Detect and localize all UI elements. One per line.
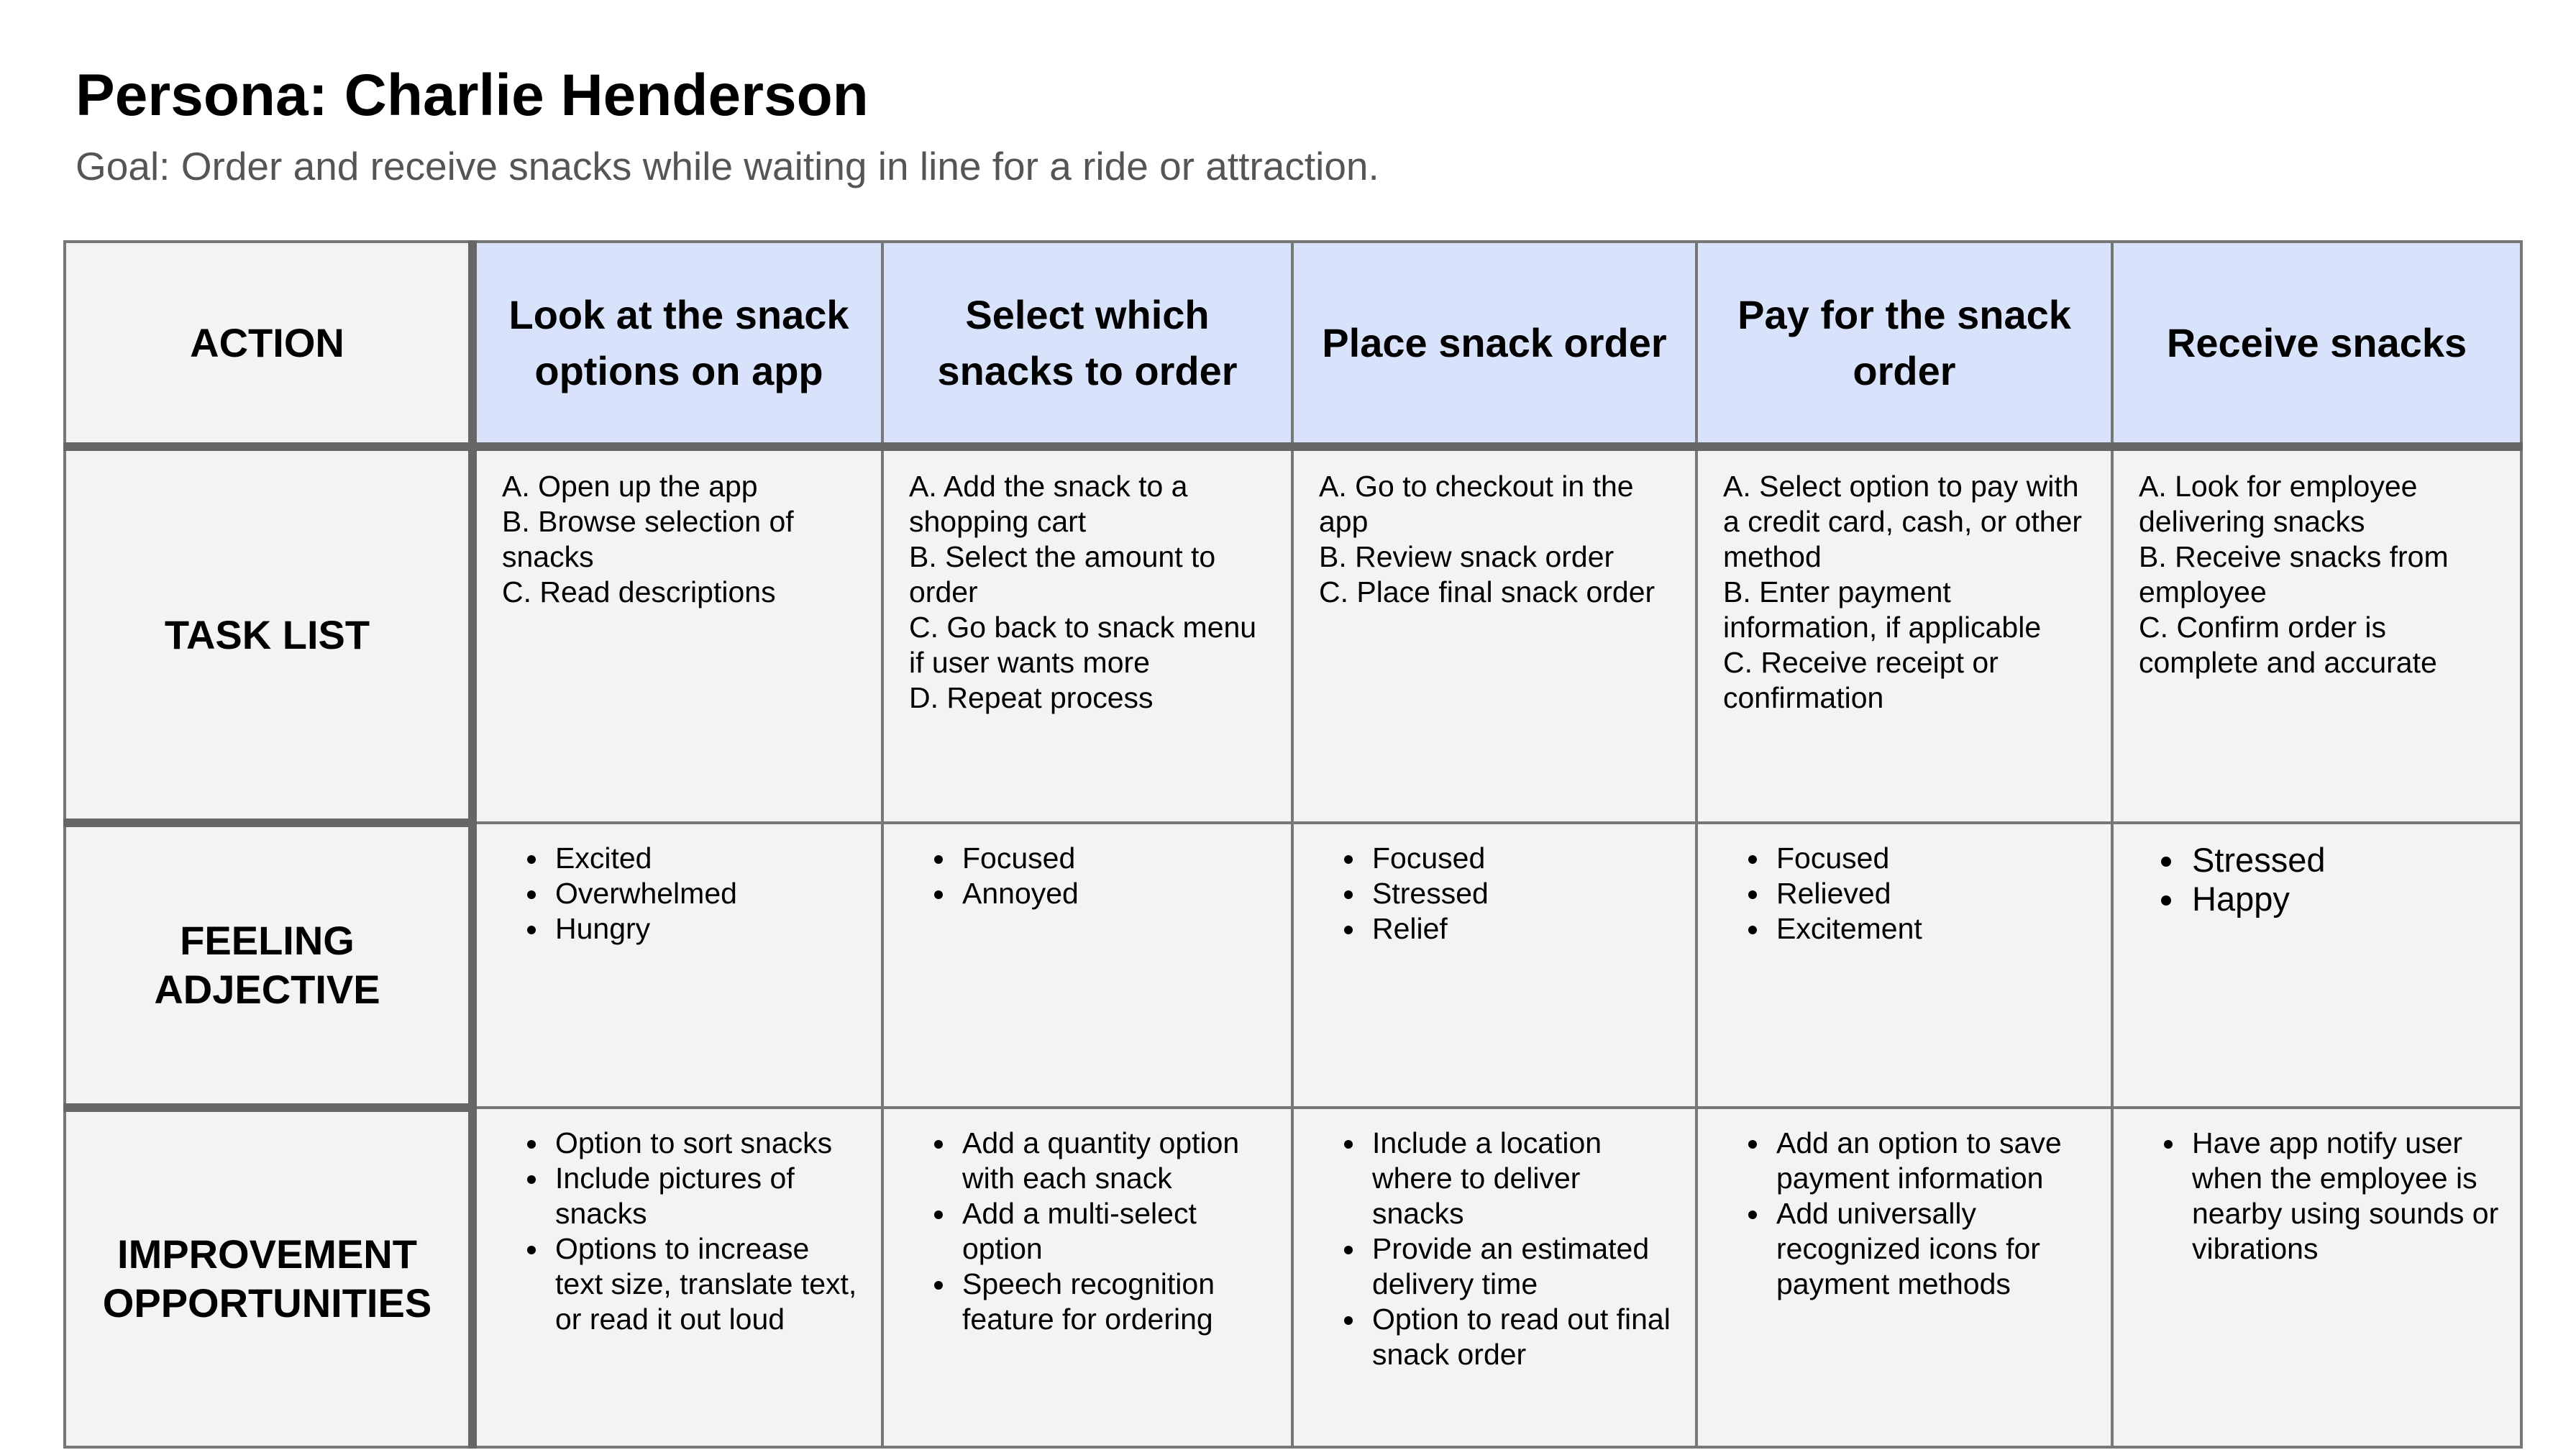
task-item: C. Read descriptions bbox=[502, 575, 776, 608]
row-label-text: ADJECTIVE bbox=[154, 967, 380, 1012]
improvement-cell bbox=[882, 1108, 1292, 1447]
task-item: B. Enter payment information, if applicable bbox=[1723, 575, 2042, 644]
row-label-text: OPPORTUNITIES bbox=[102, 1280, 432, 1326]
persona-title: Persona: Charlie Henderson bbox=[76, 63, 869, 128]
improvement-item: • Speech recognition feature for ordering bbox=[956, 1267, 1273, 1337]
improvement-row bbox=[65, 1108, 2521, 1447]
feeling-item: • Relief bbox=[1366, 911, 1677, 947]
feeling-item: • Excitement bbox=[1771, 911, 2093, 947]
feeling-cell bbox=[2112, 823, 2521, 1108]
feeling-row bbox=[65, 823, 2521, 1108]
task-item: D. Repeat process bbox=[909, 681, 1154, 714]
action-title: Receive snacks bbox=[2166, 319, 2467, 365]
feeling-cell bbox=[1292, 823, 1696, 1108]
feeling-item: • Relieved bbox=[1771, 876, 2093, 911]
row-label-task-list bbox=[65, 447, 472, 823]
task-item: C. Go back to snack menu if user wants more bbox=[909, 611, 1257, 679]
improvement-item: • Provide an estimated delivery time bbox=[1366, 1231, 1677, 1302]
feeling-item: • Focused bbox=[1366, 841, 1677, 876]
row-label-text: ACTION bbox=[190, 319, 344, 365]
improvement-item: • Option to sort snacks bbox=[549, 1126, 863, 1161]
action-cell bbox=[1696, 242, 2112, 447]
task-item: B. Review snack order bbox=[1319, 540, 1614, 573]
row-label-feeling bbox=[65, 823, 472, 1108]
action-title: Look at the snack options on app bbox=[508, 291, 849, 393]
task-cell bbox=[1292, 447, 1696, 823]
task-item: A. Add the snack to a shopping cart bbox=[909, 470, 1188, 538]
task-cell bbox=[1696, 447, 2112, 823]
improvement-item: • Option to read out final snack order bbox=[1366, 1302, 1677, 1372]
task-item: B. Browse selection of snacks bbox=[502, 505, 794, 573]
task-item: B. Receive snacks from employee bbox=[2139, 540, 2449, 608]
improvement-item: • Add universally recognized icons for payment methods bbox=[1771, 1196, 2093, 1302]
action-title: Pay for the snack order bbox=[1737, 291, 2071, 393]
action-title: Place snack order bbox=[1322, 319, 1667, 365]
feeling-cell bbox=[1696, 823, 2112, 1108]
action-cell bbox=[1292, 242, 1696, 447]
task-item: A. Select option to pay with a credit card, cash, or other method bbox=[1723, 470, 2083, 573]
feeling-item: • Happy bbox=[2186, 880, 2502, 918]
task-item: C. Receive receipt or confirmation bbox=[1723, 646, 1999, 714]
task-item: A. Open up the app bbox=[502, 470, 758, 503]
persona-goal: Goal: Order and receive snacks while waiting in line for a ride or attraction. bbox=[76, 144, 1379, 188]
improvement-item: • Add a multi-select option bbox=[956, 1196, 1273, 1267]
task-cell bbox=[2112, 447, 2521, 823]
action-cell bbox=[882, 242, 1292, 447]
feeling-item: • Excited bbox=[549, 841, 863, 876]
improvement-item: • Have app notify user when the employee is nearby using sounds or vibrations bbox=[2186, 1126, 2502, 1267]
feeling-item: • Annoyed bbox=[956, 876, 1273, 911]
feeling-item: • Hungry bbox=[549, 911, 863, 947]
improvement-cell bbox=[1292, 1108, 1696, 1447]
improvement-item: • Add a quantity option with each snack bbox=[956, 1126, 1273, 1196]
improvement-item: • Options to increase text size, translate text, or read it out loud bbox=[549, 1231, 863, 1337]
task-item: B. Select the amount to order bbox=[909, 540, 1216, 608]
feeling-item: • Stressed bbox=[1366, 876, 1677, 911]
task-cell bbox=[882, 447, 1292, 823]
row-label-text: FEELING bbox=[180, 918, 355, 963]
task-cell bbox=[472, 447, 882, 823]
feeling-item: • Overwhelmed bbox=[549, 876, 863, 911]
task-item: C. Confirm order is complete and accurate bbox=[2139, 611, 2437, 679]
improvement-item: • Add an option to save payment information bbox=[1771, 1126, 2093, 1196]
improvement-cell bbox=[2112, 1108, 2521, 1447]
action-row bbox=[65, 242, 2521, 447]
row-label-text: IMPROVEMENT bbox=[117, 1231, 417, 1277]
task-item: A. Go to checkout in the app bbox=[1319, 470, 1634, 538]
feeling-item: • Focused bbox=[956, 841, 1273, 876]
action-cell bbox=[472, 242, 882, 447]
action-cell bbox=[2112, 242, 2521, 447]
feeling-item: • Stressed bbox=[2186, 841, 2502, 880]
action-title: Select which snacks to order bbox=[937, 291, 1238, 393]
feeling-cell bbox=[882, 823, 1292, 1108]
task-item: A. Look for employee delivering snacks bbox=[2139, 470, 2418, 538]
task-item: C. Place final snack order bbox=[1319, 575, 1655, 608]
row-label-action bbox=[65, 242, 472, 447]
row-label-improvement bbox=[65, 1108, 472, 1447]
feeling-item: • Focused bbox=[1771, 841, 2093, 876]
improvement-cell bbox=[472, 1108, 882, 1447]
improvement-item: • Include a location where to deliver snacks bbox=[1366, 1126, 1677, 1231]
feeling-cell bbox=[472, 823, 882, 1108]
improvement-cell bbox=[1696, 1108, 2112, 1447]
journey-map-table bbox=[63, 240, 2523, 1449]
task-list-row bbox=[65, 447, 2521, 823]
row-label-text: TASK LIST bbox=[164, 611, 370, 657]
improvement-item: • Include pictures of snacks bbox=[549, 1161, 863, 1231]
